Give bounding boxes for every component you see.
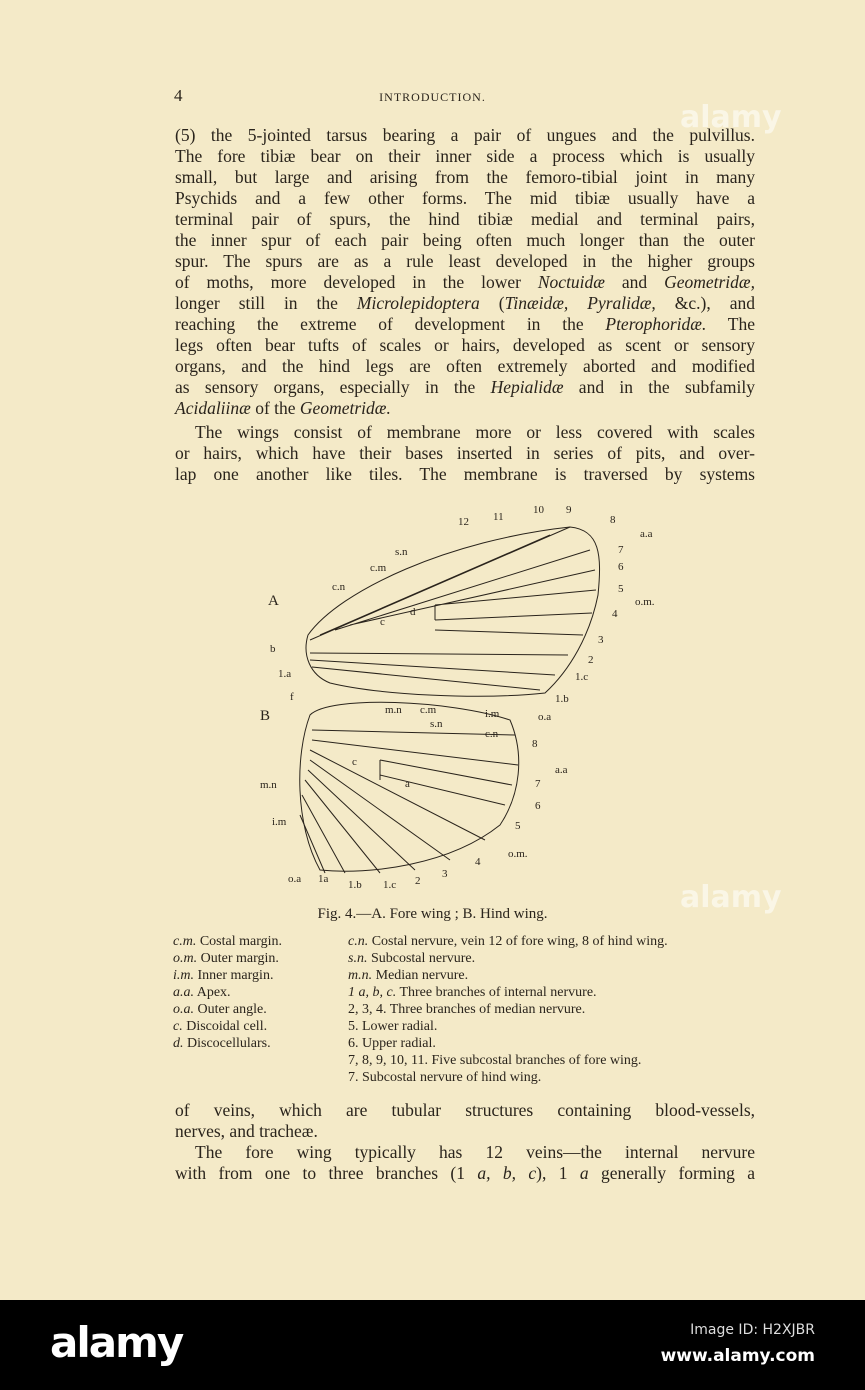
legend-desc: Outer margin. [200,951,279,966]
legend-desc: Subcostal nervure. [370,951,476,966]
diagram-label: 5 [618,583,624,595]
diagram-label: b [270,643,276,655]
diagram-label: m.n [385,704,402,716]
diagram-label: 8 [610,514,616,526]
legend-desc: Three branches of internal nervure. [399,985,597,1000]
text-segment: of veins, which are tubular structures containing blood-vessels, [175,1100,755,1120]
diagram-label: c.m [420,704,437,716]
diagram-label: i.m [272,816,287,828]
text-segment: ( [479,293,505,313]
text-segment: ), 1 [536,1163,580,1183]
diagram-label: 8 [532,738,538,750]
text-line [175,209,755,229]
diagram-label: d [410,606,416,618]
text-line [175,335,755,355]
diagram-label: A [268,593,279,609]
diagram-label: 3 [442,868,448,880]
diagram-label: 6 [618,561,624,573]
diagram-label: 5 [515,820,521,832]
text-line [175,377,755,397]
legend-entry [348,1035,436,1052]
text-line [175,314,755,334]
page-number: 4 [174,86,183,105]
text-segment: and [604,272,665,292]
italic-term: Hepialidæ [490,377,564,397]
diagram-label: a.a [640,528,653,540]
legend-entry [173,1018,267,1035]
text-segment: of the [250,398,300,418]
text-segment: The [706,314,755,334]
text-segment: Psychids and a few other forms. The mid tibiæ usually have a [175,188,755,208]
diagram-label: 4 [475,856,481,868]
stock-footer [0,1300,865,1390]
legend-desc: Outer angle. [197,1002,267,1017]
text-segment: reaching the extreme of development in the [175,314,606,334]
italic-term: Pterophoridæ. [605,314,707,334]
italic-term: Tinæidæ, Pyralidæ, [504,293,656,313]
legend-entry [348,933,668,950]
diagram-label: 11 [493,511,504,523]
legend-abbr: m.n. [348,968,373,983]
text-segment: of moths, more developed in the lower [175,272,538,292]
text-line [175,1163,755,1183]
legend-desc: Inner margin. [197,968,274,983]
legend-abbr: i.m. [173,968,194,983]
text-segment: the inner spur of each pair being often much longer than the outer [175,230,755,250]
text-segment: The fore tibiæ bear on their inner side a process which is usually [175,146,755,166]
running-title: INTRODUCTION. [379,90,486,104]
legend-desc: Discoidal cell. [186,1019,268,1034]
legend-entry [348,1001,585,1018]
text-line [175,1121,755,1141]
text-line [175,230,755,250]
diagram-label: m.n [260,779,277,791]
diagram-label: 4 [612,608,618,620]
text-segment: and in the subfamily [563,377,755,397]
text-segment: with from one to three branches (1 [175,1163,478,1183]
diagram-label: 2 [588,654,594,666]
text-line [175,272,755,292]
legend-desc: 6. Upper radial. [348,1036,436,1051]
diagram-label: 10 [533,504,544,516]
diagram-label: 2 [415,875,421,887]
text-line [175,146,755,166]
text-line [175,188,755,208]
text-segment: terminal pair of spurs, the hind tibiæ medial and terminal pairs, [175,209,755,229]
text-segment: organs, and the hind legs are often extremely aborted and modified [175,356,755,376]
italic-term: Noctuidæ [537,272,605,292]
text-line [175,1100,755,1120]
diagram-label: c.m [370,562,387,574]
wing-venation-diagram [250,495,680,895]
alamy-logo: alamy [50,1318,183,1367]
italic-term: Geometridæ. [299,398,391,418]
italic-term: a, b, c [477,1163,537,1183]
diagram-label: s.n [430,718,443,730]
figure-caption: Fig. 4.—A. Fore wing ; B. Hind wing. [317,906,548,922]
diagram-label: 1a [318,873,329,885]
legend-desc: 5. Lower radial. [348,1019,438,1034]
diagram-label: 1.c [575,671,589,683]
legend-abbr: a.a. [173,985,194,1000]
diagram-label: 3 [598,634,604,646]
text-line [175,125,755,145]
legend-entry [173,1001,267,1018]
text-segment: spur. The spurs are as a rule least developed in the higher groups [175,251,755,271]
text-line [175,356,755,376]
legend-entry [348,1052,641,1069]
legend-entry [173,984,231,1001]
italic-term: a [579,1163,589,1183]
legend-entry [348,1018,437,1035]
text-segment: small, but large and arising from the femoro-tibial joint in many [175,167,755,187]
text-line [175,293,755,313]
legend-entry [173,950,279,967]
legend-entry [173,1035,271,1052]
text-segment: The fore wing typically has 12 veins—the internal nervure [195,1142,755,1162]
legend-abbr: o.a. [173,1002,194,1017]
italic-term: Geometridæ, [664,272,755,292]
legend-desc: 7. Subcostal nervure of hind wing. [348,1070,542,1085]
diagram-label: a [405,778,410,790]
legend-abbr: c.m. [173,934,197,949]
legend-abbr: c. [173,1019,183,1034]
diagram-label: a.a [555,764,568,776]
diagram-label: 1.a [278,668,292,680]
diagram-label: 1.b [555,693,569,705]
diagram-label: B [260,708,271,724]
legend-entry [348,950,475,967]
text-segment: longer still in the [175,293,357,313]
diagram-label: f [290,691,294,703]
text-line [175,398,755,418]
diagram-label: 7 [618,544,624,556]
diagram-label: c.n [332,581,346,593]
text-line [175,443,755,463]
diagram-label: 7 [535,778,541,790]
diagram-label: o.m. [508,848,528,860]
diagram-label: c [352,756,357,768]
italic-term: Acidaliinæ [175,398,251,418]
text-segment: or hairs, which have their bases inserted in series of pits, and over- [175,443,755,463]
legend-abbr: s.n. [348,951,368,966]
text-segment: nerves, and tracheæ. [175,1121,318,1141]
legend-entry [173,933,282,950]
text-segment: legs often bear tufts of scales or hairs, developed as scent or sensory [175,335,755,355]
italic-term: Microlepidoptera [356,293,480,313]
legend-entry [348,984,597,1001]
legend-abbr: c.n. [348,934,369,949]
diagram-label: o.a [288,873,302,885]
text-line [175,1142,755,1162]
legend-desc: Discocellulars. [187,1036,271,1051]
diagram-label: 1.b [348,879,362,891]
legend-abbr: o.m. [173,951,198,966]
text-segment: lap one another like tiles. The membrane is traversed by systems [175,464,755,484]
diagram-label: 1.c [383,879,397,891]
diagram-label: 12 [458,516,469,528]
diagram-label: i.m [485,708,500,720]
diagram-label: s.n [395,546,408,558]
text-segment: generally forming a [588,1163,755,1183]
text-segment: as sensory organs, especially in the [175,377,491,397]
legend-abbr: d. [173,1036,184,1051]
diagram-label: 6 [535,800,541,812]
diagram-label: o.m. [635,596,655,608]
text-line [175,422,755,442]
legend-desc: 7, 8, 9, 10, 11. Five subcostal branches of fore wing. [348,1053,642,1068]
legend-entry [348,967,468,984]
legend-entry [348,1069,541,1086]
diagram-label: 9 [566,504,572,516]
watermark: alamy [680,100,782,135]
watermark: alamy [680,880,782,915]
legend-desc: Median nervure. [375,968,469,983]
image-id: Image ID: H2XJBR [690,1322,815,1338]
text-line [175,251,755,271]
legend-desc: Costal nervure, vein 12 of fore wing, 8 of hind wing. [371,934,668,949]
legend-abbr: 1 a, b, c. [348,985,397,1000]
legend-desc: Costal margin. [199,934,283,949]
text-line [175,167,755,187]
legend-desc: 2, 3, 4. Three branches of median nervure. [348,1002,586,1017]
text-line [175,464,755,484]
diagram-label: o.a [538,711,552,723]
site-url[interactable]: www.alamy.com [660,1346,815,1366]
legend-desc: Apex. [196,985,231,1000]
diagram-label: c [380,616,385,628]
text-segment: (5) the 5-jointed tarsus bearing a pair of ungues and the pulvillus. [175,125,755,145]
legend-entry [173,967,273,984]
text-segment: The wings consist of membrane more or less covered with scales [195,422,755,442]
text-segment: &c.), and [655,293,756,313]
diagram-label: c.n [485,728,499,740]
